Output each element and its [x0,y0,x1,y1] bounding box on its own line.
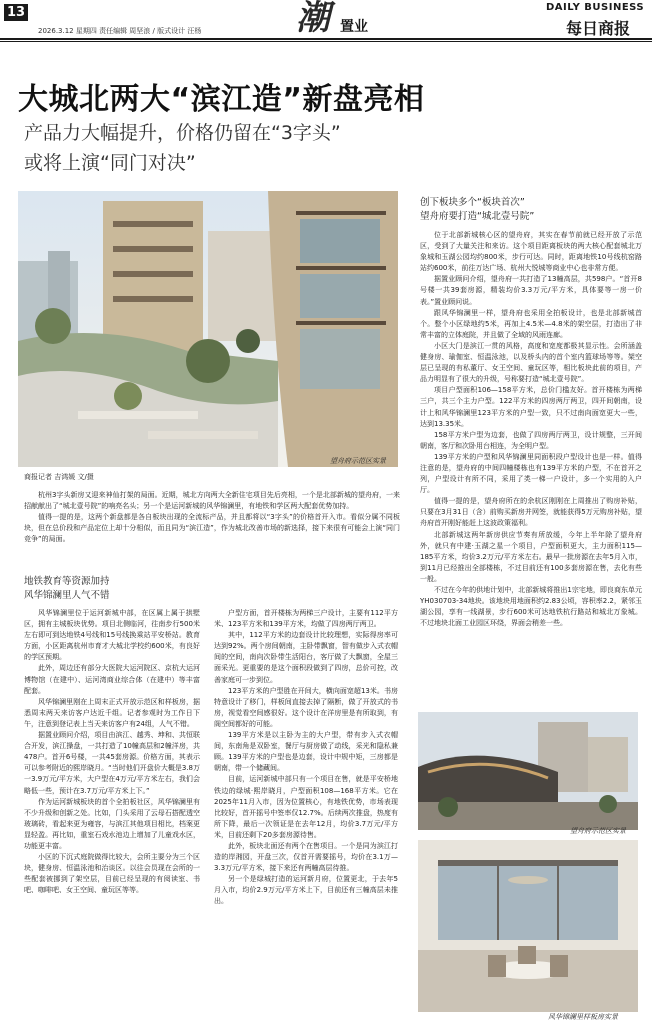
lead-block [24,490,400,545]
paragraph: 据置业顾问介绍，望舟府一共打造了13幢高层，共598户。“首开8号楼一共39套房源，精装均价3.3万元/平方米，具体要等一房一价表。”置业顾问说。 [420,275,642,306]
subhead-2: 或将上演“同门对决” [24,152,196,174]
page-number: 13 [4,4,28,21]
paragraph: 123平方米的户型胜在开间大，横向面宽超13米。书房特意设计了移门，样板间直接去掉了隔断，做了开放式的书房，视觉看空间感很好。这个设计在洋房里是有所取到，有阁空间都好的可能。 [214,686,398,728]
sec1-kicker-2: 风华锦澜里人气不错 [24,590,110,601]
paragraph: 项目户型面积106—158平方米，总价门槛友好。首开楼栋为两梯三户，共三个主力户型。122平方米的四房两厅两卫，四开间朝南，设计上和风华锦澜里123平方米的户型一致，只不过南向面宽更大一些，达到13.35米。 [420,386,642,428]
top-photo-illustration [18,191,398,467]
paragraph: 158平方米户型为边套，也做了四房两厅两卫，设计规整，三开间朝南，客厅和次卧用台相连，为全明户型。 [420,430,642,450]
top-photo [18,191,398,467]
issue-meta: 2026.3.12 星期四 责任编辑 周坚浪 / 版式设计 汪杨 [38,27,202,35]
paragraph: 小区大门是滨江一贯的风格，高度和宽度都极其显示性。会所涵盖健身房、瑜伽室、恒温泳池，以及桥头内的首个室内篮球场等等。架空层已呈现的有私董厅、女王空间、童玩区等，相比板块此前的项目，产品力明显有了很大的升级，号称要打造“城北壹号院”。 [420,341,642,384]
subhead-1: 产品力大幅提升，价格仍留在“3字头” [24,122,341,144]
sec1-col2 [214,608,398,1018]
paragraph: 作为运河新城板块的首个全拍板社区，风华锦澜里有不少升级和创新之处。比如，门头采用了云母石搭配透空玻璃砖，看起来更为雍容，与滨江其他项目相比，档案更显轻盈。再比如，重室石戏水池边上增加了儿童戏水区，功能更丰富。 [24,797,200,850]
paragraph: 位于北部新城核心区的望舟府，其实在春节前就已经开放了示范区，受到了大量关注和来访。这个项目距离板块的两大核心配套城北万象城和玉湖公园均约800米，步行可达。同时，距离地铁10号线杭窑路站约600米，前往万达广场、杭州大悦城等商业中心也非常方便。 [420,231,642,273]
bottom-photo-illustration [418,840,638,1012]
headline: 大城北两大“滨江造”新盘亮相 [18,82,425,117]
paragraph: 此外，板块北面还有两个在售项目。一个是同为滨江打造的岸湘园，开盘三次，仅首开需要摇号，均价在3.1万—3.3万元/平方米，接下来还有两幢高层待推。 [214,841,398,873]
lead-paragraph-2: 值得一提的是，这两个新盘都是各自板块出现的全流标产品，并且都将以“3字头”的价格首开入市。看似分属不同板块，但在总价段和产品定位上却十分相似，而且同为“滨江造”，作为城北改善市场的新选择，接下来很有可能会上演“同门竞争”的局面。 [24,513,400,544]
paragraph: 风华锦澜里刚在上周末正式开放示范区和样板房，据悉周末两天来访客户达近千组。记者参观时为工作日下午，注意到登记表上当天来访客户有24组，人气不错。 [24,697,200,728]
byline: 商报记者 吉鸿媛 文/摄 [24,473,94,481]
paragraph: 此外，周边还有部分大医院大运河院区、京杭大运河博物馆（在建中）、运河湾商业综合体（在建中）等丰富配套。 [24,664,200,695]
sec2-kicker-2: 望舟府要打造“城北壹号院” [420,211,535,222]
paragraph: 其中，112平方米的边套设计比较理想，实际得房率可达到92%。两个房间朝南，主卧带飘窗，智有做步入式衣帽间的空间，南向次卧带生活阳台，客厅做了大飘窗，全屋三面采光。更重要的是这个面积段做到了四房，总价可控，改善家庭可一步到位。 [214,631,398,684]
mid-photo-illustration [418,712,638,830]
section-logo-glyph: 潮 [296,0,330,38]
bottom-photo [418,840,638,1012]
lead-paragraph: 杭州3字头新房又迎来神仙打架的局面。近期，城北方向两大全新住宅项目先后亮相，一个是北部新城的望舟府，一来招献献出了“城北壹号院”的响亮名头；另一个是运河新城的风华锦澜里，有地铁和学区两大配套优势加持。 [24,491,400,511]
header-rule-thin [0,41,652,42]
mid-photo-caption: 望舟府示范区实景 [570,827,626,835]
sec2-col [420,230,642,706]
section-title: 置业 [340,19,368,35]
paragraph: 139平方米是以主卧为主的大户型，带有步入式衣帽间，东南角是双卧室，餐厅与厨房做了动线，采光和隐私兼顾。139平方米的户型也是边套，设计中规中矩，三房都是朝南，带一个储藏间。 [214,731,398,773]
paragraph: 值得一提的是，望舟府所在的余杭区刚刚在上周推出了购房补贴，只要在3月31日（含）前购买新房并网签，就能获得5万元购房补贴，望舟府首开刚好能赶上这波政策福利。 [420,497,642,528]
paper-name-en: DAILY BUSINESS [546,2,645,13]
paragraph: 户型方面，首开楼栋为两梯三户设计，主要有112平方米、123平方米和139平方米，均做了四房两厅两卫。 [214,609,398,629]
bottom-photo-caption: 风华锦澜里样板房实景 [548,1013,618,1021]
top-photo-caption: 望舟府示范区实景 [330,457,386,465]
paragraph: 据置业顾问介绍，项目由滨江、越秀、坤和、共恒联合开发，滨江操盘，一共打造了10幢高层和2幢洋房，共478户。首开6号楼，一共45套房源。价格方面，其表示可以参考附近的熙岸晓月。“当时他们开盘价大概是3.8万一3.9万元/平方米，大户型在4万元/平方米左右，我们会略低一些，预计在3.7万元/平方米上下。” [24,731,200,795]
paragraph: 跟风华锦澜里一样，望舟府也采用全拍板设计，也是北部新城首个。整个小区绿地约5米，再加上4.5米—4.8米的架空层，打造出了非常丰富的立体庭院，并且做了全域的风雨连廊。 [420,308,642,339]
sec1-kicker-1: 地铁教育等资源加持 [24,576,110,587]
paper-name-cn: 每日商报 [566,19,631,38]
sec2-kicker-1: 创下板块多个“板块首次” [420,197,525,208]
paragraph: 不过在今年的供地计划中，北部新城将推出1宗宅地，即良商东单元YH030703-34地块。该地块用地面积约2.83公顷，容积率2.2，紧邻玉湖公园，享有一线湖景，步行600米可达地铁杭行路站和城北万象城。不过地块北面工业园区环绕，界面会稍差一些。 [420,586,642,628]
mid-photo [418,712,638,830]
paragraph: 风华锦澜里位于运河新城中部，在区属上属于拱墅区，拥有主城板块优势。项目北侧临河，往南步行500米左右即可到达地铁4号线和15号线换乘站平安桥站。教育方面，小区距离杭州市育才大城北学校约600米，有良好的学区预期。 [24,609,200,662]
paragraph: 小区的下沉式庭院做得比较大，会所主要分为三个区块，健身房、恒温泳池和治谈区。以往会员现在会所的一些配套被挪到了架空层，目前已经呈现的有阅读室、书吧、咖啡吧、女王空间、童玩区等等。 [24,853,200,895]
paragraph: 北部新城这两年新房供应节奏有所放缓，今年上半年除了望舟府外，就只有中建·玉湖之星一个项目，户型面积更大，主力面积115—185平方米，均价3.2万元/平方米左右。最早一批房源在去年5月入市，到11月已经推出全部楼栋，不过目前还有100多套房源在售，去化有些一般。 [420,530,642,583]
sec1-col1 [24,608,200,1018]
paragraph: 目前，运河新城中部只有一个项目在售，就是平安桥地铁边的绿城·熙岸晓月，户型面积108—168平方米。它在2025年11月入市，因为位置核心，有地铁优势，市场表现比较好，首开摇号中签率仅12.7%。后续两次推盘，热度有所下降，最后一次领证是在去年12月，均价3.7万元/平方米，目前还剩下20多套房源待售。 [214,775,398,839]
paragraph: 另一个是绿城打造的运河新月府，位置更北，于去年5月入市，均价2.9万元/平方米上下，目前还有三幢高层未推出。 [214,875,398,906]
header-rule [0,38,652,40]
paragraph: 139平方米的户型和风华锦澜里同面积段户型设计也是一样。值得注意的是，望舟府的中间四幢楼栋也有139平方米的户型，不在首开之列，户型设计有所不同，采用了类一梯一户设计，多一个实用的入户厅。 [420,452,642,495]
